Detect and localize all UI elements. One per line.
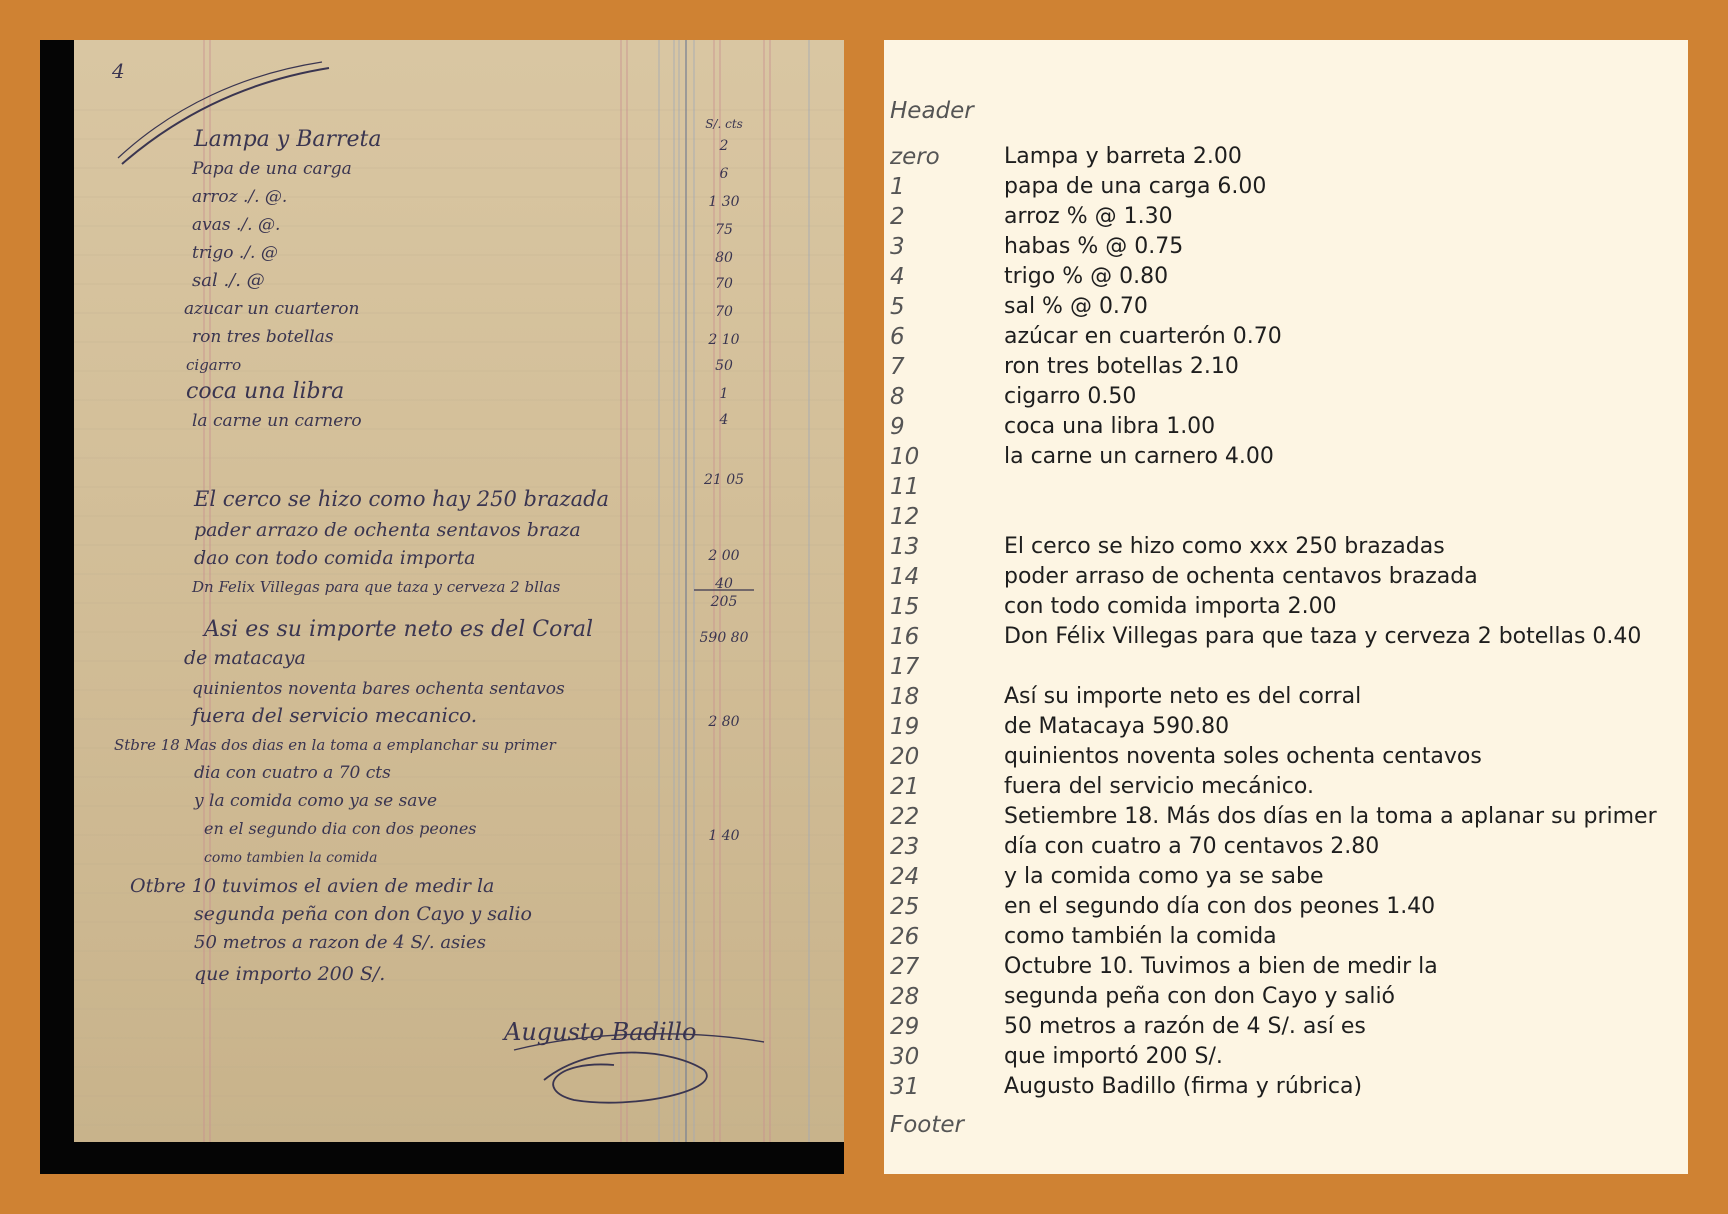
transcription-line (884, 202, 1688, 232)
line-number: 13 (890, 534, 920, 560)
handwritten-line: Lampa y Barreta (194, 127, 382, 152)
transcription-line (884, 1012, 1688, 1042)
handwritten-line: Otbre 10 tuvimos el avien de medir la (130, 875, 495, 897)
handwritten-line: como tambien la comida (204, 850, 378, 866)
line-number: 3 (890, 234, 905, 260)
transcription-line (884, 712, 1688, 742)
line-text: coca una libra 1.00 (1004, 414, 1216, 439)
line-text: como también la comida (1004, 924, 1277, 949)
line-text: día con cuatro a 70 centavos 2.80 (1004, 834, 1380, 859)
manuscript-image (74, 40, 844, 1142)
line-number: 27 (890, 954, 920, 980)
transcription-line (884, 832, 1688, 862)
amount-value: 21 05 (703, 472, 745, 488)
line-text: Octubre 10. Tuvimos a bien de medir la (1004, 954, 1438, 979)
line-text: ron tres botellas 2.10 (1004, 354, 1239, 379)
transcription-line (884, 352, 1688, 382)
line-number: zero (890, 144, 940, 170)
transcription-line (884, 622, 1688, 652)
amount-value: 40 (715, 576, 733, 592)
signature-rubric (544, 1053, 707, 1103)
line-text: Setiembre 18. Más dos días en la toma a aplanar su primer (1004, 804, 1657, 829)
line-text: Don Félix Villegas para que taza y cerveza 2 botellas 0.40 (1004, 624, 1642, 649)
line-text: quinientos noventa soles ochenta centavos (1004, 744, 1482, 769)
handwritten-line: Dn Felix Villegas para que taza y cerveza 2 bllas (192, 578, 561, 596)
amount-value: 205 (710, 594, 738, 610)
handwritten-line: segunda peña con don Cayo y salio (194, 903, 532, 925)
amount-value: 2 80 (708, 714, 740, 730)
line-number: 24 (890, 864, 920, 890)
transcription-line (884, 1072, 1688, 1102)
amount-value: 590 80 (699, 630, 749, 646)
line-number: 29 (890, 1014, 920, 1040)
line-number: 9 (890, 414, 905, 440)
handwritten-line: El cerco se hizo como hay 250 brazada (194, 487, 610, 511)
transcription-line (884, 142, 1688, 172)
amount-value: 1 30 (708, 194, 740, 210)
line-text: de Matacaya 590.80 (1004, 714, 1230, 739)
handwritten-line: pader arrazo de ochenta sentavos braza (194, 519, 581, 541)
header-label: Header (890, 98, 974, 124)
transcription-line (884, 292, 1688, 322)
line-text: segunda peña con don Cayo y salió (1004, 984, 1396, 1009)
handwritten-line: sal ./. @ (192, 270, 265, 291)
transcription-line (884, 172, 1688, 202)
line-number: 7 (890, 354, 905, 380)
handwritten-line: la carne un carnero (192, 411, 362, 431)
amount-value: 75 (715, 222, 733, 238)
line-number: 30 (890, 1044, 920, 1070)
page-number: 4 (112, 59, 125, 83)
line-number: 12 (890, 504, 920, 530)
transcription-line-list (884, 142, 1688, 1102)
line-number: 8 (890, 384, 905, 410)
transcription-line (884, 682, 1688, 712)
handwritten-line: trigo ./. @ (192, 243, 278, 263)
amount-value: 2 (719, 138, 729, 154)
line-number: 22 (890, 804, 920, 830)
amount-value: 50 (715, 358, 733, 374)
currency-mark: S/. cts (705, 117, 743, 131)
transcription-line (884, 532, 1688, 562)
line-number: 18 (890, 684, 920, 710)
line-text: con todo comida importa 2.00 (1004, 594, 1337, 619)
line-text: habas % @ 0.75 (1004, 234, 1184, 259)
line-number: 2 (890, 204, 905, 230)
line-number: 28 (890, 984, 920, 1010)
handwritten-line: en el segundo dia con dos peones (204, 819, 477, 838)
line-number: 6 (890, 324, 905, 350)
line-text: que importó 200 S/. (1004, 1044, 1223, 1069)
line-text: Así su importe neto es del corral (1004, 684, 1362, 709)
handwritten-line: y la comida como ya se save (194, 791, 438, 811)
transcription-line (884, 592, 1688, 622)
transcription-panel (884, 40, 1688, 1174)
line-number: 25 (890, 894, 920, 920)
line-text: papa de una carga 6.00 (1004, 174, 1267, 199)
handwritten-line: de matacaya (184, 647, 306, 669)
line-number: 19 (890, 714, 920, 740)
amount-value: 70 (715, 276, 733, 292)
handwritten-line: 50 metros a razon de 4 S/. asies (194, 932, 486, 953)
line-number: 14 (890, 564, 920, 590)
line-number: 11 (890, 474, 920, 500)
line-number: 17 (890, 654, 920, 680)
handwritten-line: ron tres botellas (192, 327, 334, 347)
line-number: 16 (890, 624, 920, 650)
transcription-line (884, 442, 1688, 472)
handwritten-line: que importo 200 S/. (194, 963, 386, 985)
handwritten-line: avas ./. @. (192, 215, 281, 235)
amount-value: 6 (719, 166, 729, 182)
amount-value: 2 10 (708, 332, 740, 348)
handwritten-line: arroz ./. @. (192, 187, 288, 207)
line-number: 5 (890, 294, 905, 320)
transcription-line (884, 562, 1688, 592)
transcription-line (884, 502, 1688, 532)
transcription-line (884, 892, 1688, 922)
transcription-line (884, 1042, 1688, 1072)
line-number: 21 (890, 774, 920, 800)
line-number: 1 (890, 174, 905, 200)
line-number: 20 (890, 744, 920, 770)
transcription-line (884, 862, 1688, 892)
handwritten-line: Asi es su importe neto es del Coral (204, 617, 594, 642)
line-number: 26 (890, 924, 920, 950)
handwritten-line: fuera del servicio mecanico. (192, 703, 478, 727)
line-text: poder arraso de ochenta centavos brazada (1004, 564, 1478, 589)
line-text: azúcar en cuarterón 0.70 (1004, 324, 1282, 349)
transcription-line (884, 652, 1688, 682)
line-text: y la comida como ya se sabe (1004, 864, 1324, 889)
line-number: 31 (890, 1074, 920, 1100)
transcription-line (884, 382, 1688, 412)
amount-value: 80 (715, 250, 733, 266)
handwritten-line: dao con todo comida importa (194, 547, 476, 569)
handwritten-line: azucar un cuarteron (184, 299, 360, 319)
transcription-line (884, 952, 1688, 982)
signature: Augusto Badillo (504, 1018, 697, 1046)
transcription-line (884, 412, 1688, 442)
handwritten-line: cigarro (186, 356, 242, 374)
handwritten-line: quinientos noventa bares ochenta sentavos (192, 679, 565, 699)
transcription-line (884, 232, 1688, 262)
amount-value: 1 40 (708, 828, 740, 844)
transcription-line (884, 772, 1688, 802)
line-text: El cerco se hizo como xxx 250 brazadas (1004, 534, 1445, 559)
line-text: trigo % @ 0.80 (1004, 264, 1169, 289)
line-text: fuera del servicio mecánico. (1004, 774, 1314, 799)
transcription-line (884, 742, 1688, 772)
transcription-line (884, 982, 1688, 1012)
manuscript-scan-frame (40, 40, 844, 1174)
transcription-line (884, 262, 1688, 292)
amount-value: 70 (715, 304, 733, 320)
transcription-line (884, 802, 1688, 832)
line-text: la carne un carnero 4.00 (1004, 444, 1274, 469)
line-text: Lampa y barreta 2.00 (1004, 144, 1242, 169)
handwritten-line: dia con cuatro a 70 cts (194, 763, 391, 783)
line-number: 23 (890, 834, 920, 860)
footer-label: Footer (890, 1112, 964, 1138)
line-text: 50 metros a razón de 4 S/. así es (1004, 1014, 1366, 1039)
line-text: Augusto Badillo (firma y rúbrica) (1004, 1074, 1363, 1099)
transcription-line (884, 472, 1688, 502)
line-text: cigarro 0.50 (1004, 384, 1137, 409)
handwritten-line: Stbre 18 Mas dos dias en la toma a emplanchar su primer (114, 736, 556, 754)
transcription-line (884, 322, 1688, 352)
handwritten-line: Papa de una carga (192, 159, 352, 179)
line-number: 4 (890, 264, 905, 290)
line-text: arroz % @ 1.30 (1004, 204, 1173, 229)
amount-value: 4 (719, 412, 729, 428)
handwritten-line: coca una libra (186, 379, 345, 404)
amount-value: 1 (719, 386, 729, 402)
line-number: 15 (890, 594, 920, 620)
line-text: sal % @ 0.70 (1004, 294, 1148, 319)
manuscript-page (74, 40, 844, 1142)
line-text: en el segundo día con dos peones 1.40 (1004, 894, 1436, 919)
line-number: 10 (890, 444, 920, 470)
transcription-line (884, 922, 1688, 952)
amount-value: 2 00 (708, 548, 740, 564)
